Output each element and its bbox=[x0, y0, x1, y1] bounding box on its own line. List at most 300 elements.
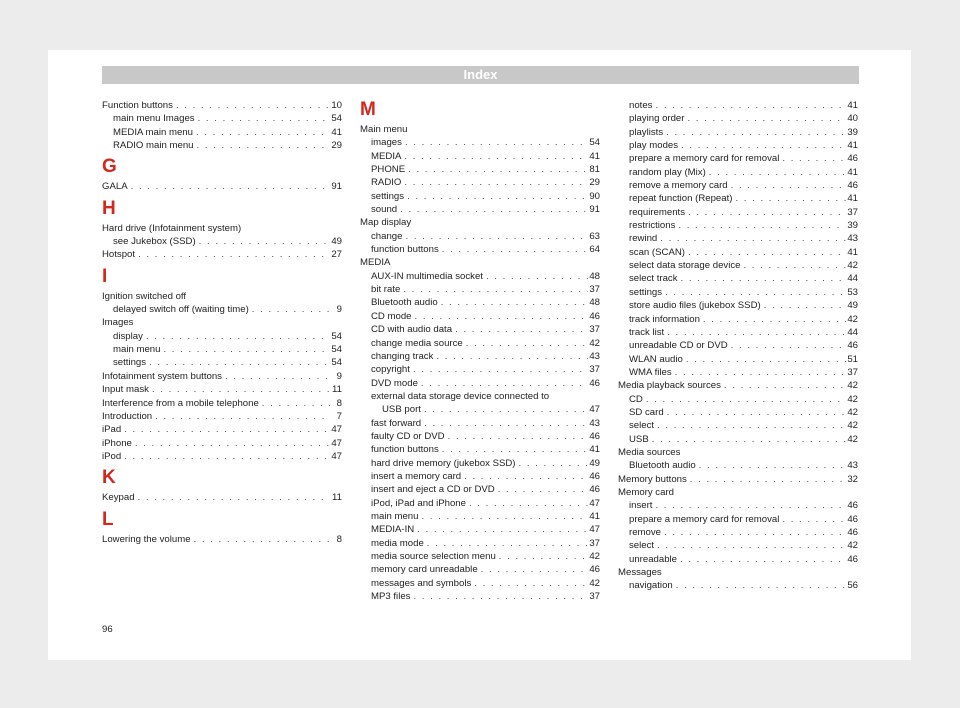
entry-term: settings bbox=[113, 357, 147, 369]
entry-page: 39 bbox=[847, 126, 858, 138]
entry-page: 47 bbox=[331, 450, 342, 462]
index-entry bbox=[618, 393, 858, 406]
index-entry bbox=[618, 246, 858, 259]
dot-leader bbox=[687, 473, 846, 486]
index-entry bbox=[618, 192, 858, 205]
index-entry bbox=[360, 230, 600, 243]
index-column-3 bbox=[618, 99, 858, 593]
entry-page: 43 bbox=[589, 417, 600, 429]
dot-leader bbox=[672, 366, 846, 379]
entry-page: 42 bbox=[847, 260, 858, 272]
dot-leader bbox=[259, 397, 330, 410]
dot-leader bbox=[685, 246, 846, 259]
dot-leader bbox=[471, 577, 588, 590]
entry-term: main menu bbox=[113, 344, 161, 356]
entry-page: 53 bbox=[847, 286, 858, 298]
entry-term: sound bbox=[371, 204, 398, 216]
dot-leader bbox=[643, 393, 846, 406]
dot-leader bbox=[657, 232, 846, 245]
entry-page: 48 bbox=[589, 297, 600, 309]
dot-leader bbox=[412, 310, 588, 323]
dot-leader bbox=[663, 126, 846, 139]
index-entry bbox=[618, 513, 858, 526]
entry-term: bit rate bbox=[371, 284, 401, 296]
index-entry bbox=[360, 590, 600, 603]
index-column-2 bbox=[360, 99, 600, 603]
entry-page: 46 bbox=[847, 153, 858, 165]
dot-leader bbox=[740, 259, 846, 272]
index-entry bbox=[102, 450, 342, 463]
entry-term: unreadable CD or DVD bbox=[629, 340, 728, 352]
entry-term: playing order bbox=[629, 113, 685, 125]
entry-page: 10 bbox=[331, 100, 342, 111]
entry-term: USB port bbox=[382, 404, 421, 416]
entry-term: CD bbox=[629, 393, 643, 405]
entry-page: 8 bbox=[336, 397, 342, 409]
index-entry bbox=[618, 419, 858, 432]
entry-page: 37 bbox=[847, 366, 858, 378]
entry-term: display bbox=[113, 330, 143, 342]
entry-term: Input mask bbox=[102, 384, 149, 396]
entry-term: settings bbox=[629, 286, 663, 298]
entry-term: memory card unreadable bbox=[371, 564, 478, 576]
entry-page: 46 bbox=[589, 430, 600, 442]
entry-page: 51 bbox=[847, 353, 858, 365]
entry-term: prepare a memory card for removal bbox=[629, 513, 780, 525]
entry-term: MEDIA-IN bbox=[371, 524, 415, 536]
index-heading: Media sources bbox=[618, 446, 681, 458]
entry-term: changing track bbox=[371, 350, 434, 362]
entry-term: navigation bbox=[629, 580, 673, 592]
entry-page: 43 bbox=[847, 460, 858, 472]
index-heading: Memory card bbox=[618, 486, 674, 498]
entry-term: see Jukebox (SSD) bbox=[113, 236, 196, 248]
entry-term: insert bbox=[629, 500, 653, 512]
index-entry bbox=[360, 443, 600, 456]
entry-page: 41 bbox=[847, 246, 858, 258]
index-entry bbox=[618, 459, 858, 472]
index-entry bbox=[618, 326, 858, 339]
dot-leader bbox=[732, 192, 846, 205]
section-letter: I bbox=[102, 265, 108, 287]
index-entry bbox=[618, 232, 858, 245]
index-entry bbox=[618, 553, 858, 566]
index-entry bbox=[360, 523, 600, 536]
entry-term: MEDIA main menu bbox=[113, 126, 193, 138]
entry-term: MEDIA bbox=[371, 150, 402, 162]
entry-page: 63 bbox=[589, 230, 600, 242]
index-heading: external data storage device connected to bbox=[371, 390, 550, 402]
index-entry bbox=[102, 370, 342, 383]
entry-term: images bbox=[371, 137, 402, 149]
index-entry bbox=[360, 550, 600, 563]
entry-page: 46 bbox=[589, 564, 600, 576]
dot-leader bbox=[149, 383, 330, 396]
dot-leader bbox=[196, 235, 330, 248]
dot-leader bbox=[414, 523, 588, 536]
index-entry bbox=[102, 343, 342, 356]
index-entry bbox=[360, 296, 600, 309]
entry-page: 37 bbox=[589, 364, 600, 376]
index-entry bbox=[618, 526, 858, 539]
entry-term: prepare a memory card for removal bbox=[629, 153, 780, 165]
entry-page: 29 bbox=[589, 177, 600, 189]
entry-term: function buttons bbox=[371, 244, 439, 256]
index-entry bbox=[360, 470, 600, 483]
header-banner bbox=[102, 66, 859, 84]
dot-leader bbox=[222, 370, 330, 383]
entry-term: store audio files (jukebox SSD) bbox=[629, 300, 761, 312]
entry-term: CD mode bbox=[371, 310, 412, 322]
index-entry bbox=[102, 112, 342, 125]
entry-page: 44 bbox=[847, 326, 858, 338]
index-entry bbox=[360, 363, 600, 376]
index-heading: Hard drive (Infotainment system) bbox=[102, 222, 242, 234]
entry-page: 54 bbox=[331, 113, 342, 125]
entry-term: select bbox=[629, 540, 655, 552]
entry-page: 41 bbox=[589, 444, 600, 456]
index-entry bbox=[102, 491, 342, 504]
entry-page: 46 bbox=[847, 340, 858, 352]
dot-leader bbox=[445, 430, 588, 443]
index-column-1 bbox=[102, 99, 342, 546]
dot-leader bbox=[696, 459, 846, 472]
index-entry bbox=[360, 176, 600, 189]
dot-leader bbox=[461, 470, 588, 483]
index-entry bbox=[360, 403, 600, 416]
dot-leader bbox=[191, 533, 330, 546]
entry-term: Bluetooth audio bbox=[629, 460, 696, 472]
entry-page: 7 bbox=[336, 410, 342, 422]
index-entry bbox=[360, 136, 600, 149]
dot-leader bbox=[401, 176, 588, 189]
entry-page: 11 bbox=[332, 384, 342, 396]
index-entry bbox=[360, 150, 600, 163]
entry-term: unreadable bbox=[629, 553, 678, 565]
index-entry bbox=[360, 457, 600, 470]
index-entry bbox=[102, 139, 342, 152]
entry-term: main menu Images bbox=[113, 113, 195, 125]
dot-leader bbox=[135, 248, 330, 261]
index-heading: Messages bbox=[618, 567, 662, 579]
entry-page: 27 bbox=[331, 249, 342, 261]
entry-page: 47 bbox=[331, 437, 342, 449]
entry-term: WLAN audio bbox=[629, 353, 683, 365]
index-entry bbox=[618, 259, 858, 272]
entry-term: main menu bbox=[371, 510, 419, 522]
entry-page: 42 bbox=[589, 551, 600, 562]
index-entry bbox=[618, 219, 858, 232]
dot-leader bbox=[761, 299, 846, 312]
index-entry bbox=[360, 510, 600, 523]
index-entry bbox=[618, 126, 858, 139]
entry-page: 42 bbox=[847, 540, 858, 552]
index-entry bbox=[360, 537, 600, 550]
entry-page: 90 bbox=[589, 190, 600, 202]
index-entry bbox=[360, 243, 600, 256]
index-entry bbox=[360, 270, 600, 283]
entry-term: settings bbox=[371, 190, 405, 202]
index-entry bbox=[360, 563, 600, 576]
entry-page: 46 bbox=[847, 553, 858, 565]
entry-page: 37 bbox=[589, 324, 600, 336]
dot-leader bbox=[410, 590, 588, 603]
entry-term: PHONE bbox=[371, 164, 406, 176]
entry-term: Bluetooth audio bbox=[371, 297, 438, 309]
entry-page: 54 bbox=[589, 137, 600, 149]
entry-page: 42 bbox=[847, 433, 858, 445]
index-entry bbox=[618, 272, 858, 285]
dot-leader bbox=[195, 112, 330, 125]
entry-term: Infotainment system buttons bbox=[102, 370, 222, 382]
dot-leader bbox=[664, 326, 846, 339]
entry-term: GALA bbox=[102, 181, 128, 193]
index-entry bbox=[360, 350, 600, 363]
index-entry bbox=[618, 379, 858, 392]
entry-page: 41 bbox=[847, 193, 858, 205]
index-entry bbox=[360, 337, 600, 350]
dot-leader bbox=[121, 423, 330, 436]
entry-page: 43 bbox=[847, 233, 858, 245]
index-entry bbox=[618, 499, 858, 512]
entry-term: track information bbox=[629, 313, 700, 325]
dot-leader bbox=[410, 363, 588, 376]
entry-page: 47 bbox=[589, 497, 600, 509]
entry-page: 42 bbox=[847, 393, 858, 405]
dot-leader bbox=[478, 563, 588, 576]
dot-leader bbox=[495, 483, 588, 496]
index-entry bbox=[360, 577, 600, 590]
entry-page: 41 bbox=[847, 100, 858, 111]
entry-page: 41 bbox=[589, 510, 600, 522]
index-entry bbox=[360, 430, 600, 443]
dot-leader bbox=[683, 353, 846, 366]
dot-leader bbox=[439, 443, 588, 456]
entry-page: 91 bbox=[331, 181, 342, 193]
index-entry bbox=[360, 310, 600, 323]
entry-term: WMA files bbox=[629, 366, 672, 378]
entry-page: 54 bbox=[331, 357, 342, 369]
dot-leader bbox=[664, 406, 846, 419]
index-entry bbox=[618, 579, 858, 592]
index-heading: MEDIA bbox=[360, 257, 391, 269]
dot-leader bbox=[405, 163, 588, 176]
entry-page: 39 bbox=[847, 220, 858, 232]
entry-term: insert a memory card bbox=[371, 470, 462, 482]
entry-term: rewind bbox=[629, 233, 658, 245]
entry-term: media mode bbox=[371, 537, 424, 549]
index-entry bbox=[360, 377, 600, 390]
dot-leader bbox=[439, 243, 588, 256]
entry-term: Lowering the volume bbox=[102, 533, 191, 545]
dot-leader bbox=[418, 510, 588, 523]
dot-leader bbox=[677, 553, 846, 566]
index-entry bbox=[102, 235, 342, 248]
entry-term: track list bbox=[629, 326, 665, 338]
index-entry bbox=[618, 152, 858, 165]
index-entry bbox=[618, 433, 858, 446]
index-entry bbox=[618, 539, 858, 552]
dot-leader bbox=[654, 419, 846, 432]
entry-term: repeat function (Repeat) bbox=[629, 193, 733, 205]
dot-leader bbox=[121, 450, 330, 463]
dot-leader bbox=[433, 350, 588, 363]
entry-term: scan (SCAN) bbox=[629, 246, 685, 258]
entry-term: iPod bbox=[102, 450, 122, 462]
entry-page: 42 bbox=[589, 337, 600, 349]
entry-page: 42 bbox=[847, 313, 858, 325]
entry-page: 41 bbox=[589, 150, 600, 162]
dot-leader bbox=[397, 203, 588, 216]
dot-leader bbox=[401, 150, 588, 163]
index-heading: Ignition switched off bbox=[102, 290, 187, 302]
dot-leader bbox=[779, 152, 846, 165]
entry-term: remove a memory card bbox=[629, 180, 728, 192]
entry-term: DVD mode bbox=[371, 377, 418, 389]
dot-leader bbox=[421, 417, 588, 430]
index-heading: Main menu bbox=[360, 124, 408, 135]
entry-page: 42 bbox=[847, 420, 858, 432]
entry-page: 49 bbox=[331, 236, 342, 248]
index-entry bbox=[618, 206, 858, 219]
entry-term: requirements bbox=[629, 206, 685, 218]
entry-term: messages and symbols bbox=[371, 577, 472, 589]
entry-term: iPod, iPad and iPhone bbox=[371, 497, 466, 509]
entry-term: notes bbox=[629, 100, 653, 111]
entry-page: 46 bbox=[847, 513, 858, 525]
entry-term: insert and eject a CD or DVD bbox=[371, 484, 495, 496]
entry-term: iPad bbox=[102, 424, 122, 436]
entry-page: 42 bbox=[589, 577, 600, 589]
entry-page: 46 bbox=[589, 484, 600, 496]
entry-page: 46 bbox=[589, 470, 600, 482]
dot-leader bbox=[143, 330, 330, 343]
entry-page: 43 bbox=[589, 350, 600, 362]
entry-term: Memory buttons bbox=[618, 473, 687, 485]
index-entry bbox=[360, 417, 600, 430]
entry-page: 41 bbox=[847, 166, 858, 178]
entry-page: 37 bbox=[589, 537, 600, 549]
dot-leader bbox=[721, 379, 846, 392]
dot-leader bbox=[700, 313, 846, 326]
entry-page: 9 bbox=[336, 304, 342, 316]
dot-leader bbox=[673, 579, 846, 592]
index-entry bbox=[102, 126, 342, 139]
dot-leader bbox=[173, 99, 330, 112]
entry-term: Introduction bbox=[102, 410, 153, 422]
index-entry bbox=[618, 166, 858, 179]
index-entry bbox=[102, 356, 342, 369]
index-entry bbox=[618, 286, 858, 299]
section-letter: K bbox=[102, 467, 116, 489]
dot-leader bbox=[146, 356, 330, 369]
entry-term: hard drive memory (jukebox SSD) bbox=[371, 457, 516, 469]
entry-term: change bbox=[371, 230, 403, 242]
dot-leader bbox=[438, 296, 588, 309]
index-page bbox=[48, 50, 911, 660]
entry-term: Hotspot bbox=[102, 249, 136, 261]
entry-page: 37 bbox=[589, 591, 600, 603]
dot-leader bbox=[728, 339, 846, 352]
entry-page: 81 bbox=[589, 164, 600, 176]
index-entry bbox=[102, 410, 342, 423]
entry-term: Interference from a mobile telephone bbox=[102, 397, 259, 409]
dot-leader bbox=[483, 270, 588, 283]
dot-leader bbox=[516, 457, 589, 470]
entry-page: 46 bbox=[847, 527, 858, 538]
index-entry bbox=[102, 99, 342, 112]
dot-leader bbox=[404, 190, 588, 203]
index-entry bbox=[618, 313, 858, 326]
section-letter: M bbox=[360, 99, 376, 120]
entry-term: RADIO bbox=[371, 177, 402, 189]
index-heading: Images bbox=[102, 317, 134, 329]
dot-leader bbox=[249, 303, 330, 316]
entry-term: USB bbox=[629, 433, 649, 445]
entry-term: Function buttons bbox=[102, 100, 173, 111]
entry-page: 54 bbox=[331, 330, 342, 342]
dot-leader bbox=[421, 403, 588, 416]
entry-page: 40 bbox=[847, 113, 858, 125]
entry-term: Media playback sources bbox=[618, 380, 721, 392]
index-entry bbox=[618, 179, 858, 192]
index-entry bbox=[360, 283, 600, 296]
index-entry bbox=[102, 248, 342, 261]
dot-leader bbox=[424, 537, 588, 550]
entry-term: select bbox=[629, 420, 655, 432]
entry-term: play modes bbox=[629, 140, 679, 152]
dot-leader bbox=[132, 437, 330, 450]
dot-leader bbox=[662, 286, 846, 299]
entry-page: 37 bbox=[847, 206, 858, 218]
index-entry bbox=[618, 353, 858, 366]
dot-leader bbox=[418, 377, 588, 390]
entry-page: 47 bbox=[589, 524, 600, 536]
index-entry bbox=[618, 299, 858, 312]
entry-page: 8 bbox=[336, 533, 342, 545]
dot-leader bbox=[463, 337, 588, 350]
index-entry bbox=[618, 473, 858, 486]
index-entry bbox=[618, 139, 858, 152]
section-letter: G bbox=[102, 156, 117, 178]
entry-term: faulty CD or DVD bbox=[371, 430, 445, 442]
index-entry bbox=[618, 339, 858, 352]
dot-leader bbox=[779, 513, 846, 526]
page-number: 96 bbox=[102, 624, 113, 635]
dot-leader bbox=[452, 323, 588, 336]
entry-page: 48 bbox=[589, 270, 600, 282]
dot-leader bbox=[649, 433, 846, 446]
entry-term: random play (Mix) bbox=[629, 166, 706, 178]
dot-leader bbox=[160, 343, 330, 356]
dot-leader bbox=[152, 410, 330, 423]
entry-term: media source selection menu bbox=[371, 551, 496, 562]
entry-page: 46 bbox=[847, 500, 858, 512]
dot-leader bbox=[135, 491, 330, 504]
entry-page: 32 bbox=[847, 473, 858, 485]
dot-leader bbox=[661, 526, 846, 539]
dot-leader bbox=[652, 499, 846, 512]
dot-leader bbox=[654, 539, 846, 552]
section-letter: L bbox=[102, 508, 114, 530]
entry-page: 46 bbox=[589, 377, 600, 389]
dot-leader bbox=[678, 272, 846, 285]
entry-term: iPhone bbox=[102, 437, 132, 449]
entry-term: fast forward bbox=[371, 417, 422, 429]
dot-leader bbox=[402, 230, 588, 243]
entry-page: 49 bbox=[847, 300, 858, 312]
dot-leader bbox=[402, 136, 588, 149]
